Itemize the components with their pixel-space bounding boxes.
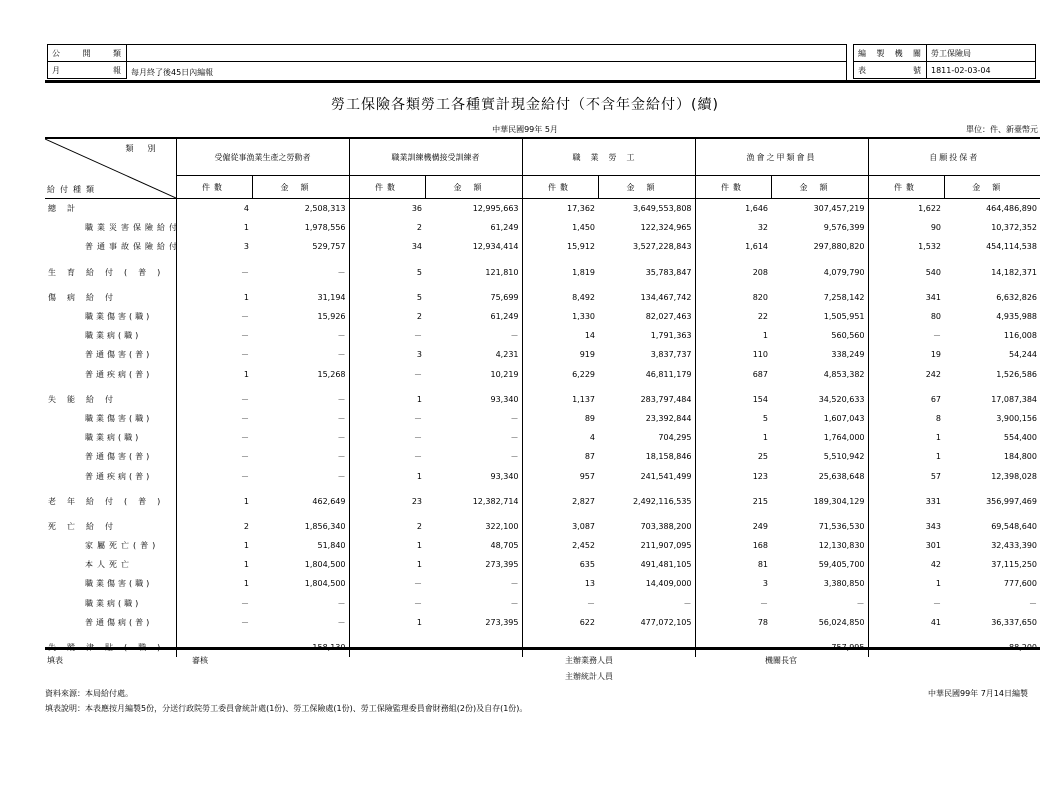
header-divider bbox=[127, 61, 846, 62]
group-header: 受僱從事漁業生產之勞動者 bbox=[176, 139, 349, 176]
count-cell: － bbox=[176, 594, 252, 613]
amount-cell: 59,405,700 bbox=[818, 560, 865, 570]
count-cell: 343 bbox=[868, 517, 944, 536]
count-cell: 13 bbox=[522, 574, 598, 593]
count-cell: 622 bbox=[522, 613, 598, 632]
amount-cell: 554,400 bbox=[1003, 433, 1037, 443]
amount-cell: 48,705 bbox=[490, 541, 519, 551]
table-row bbox=[45, 237, 1040, 256]
count-cell: － bbox=[695, 594, 771, 613]
table-row bbox=[45, 263, 1040, 282]
row-label: 職業病(職) bbox=[85, 598, 142, 608]
amount-cell: 704,295 bbox=[658, 433, 692, 443]
table-row bbox=[45, 307, 1040, 326]
row-label: 普通疾病(普) bbox=[85, 471, 153, 481]
count-cell: 81 bbox=[695, 555, 771, 574]
count-cell: 32 bbox=[695, 218, 771, 237]
amount-cell: 297,880,820 bbox=[813, 242, 865, 252]
count-cell: 242 bbox=[868, 365, 944, 384]
amount-cell: 273,395 bbox=[485, 560, 519, 570]
table-row bbox=[45, 492, 1040, 511]
amount-cell: 93,340 bbox=[490, 471, 519, 481]
agency-head-label: 機關長官 bbox=[765, 656, 797, 665]
count-cell: 1 bbox=[868, 428, 944, 447]
row-label: 失能給付 bbox=[48, 394, 124, 404]
count-cell: 110 bbox=[695, 345, 771, 364]
amount-cell: 184,800 bbox=[1003, 452, 1037, 462]
count-cell: － bbox=[176, 307, 252, 326]
count-cell: － bbox=[868, 326, 944, 345]
header-form-number-value: 1811-02-03-04 bbox=[927, 62, 1036, 79]
row-label: 職業災害保險給付 bbox=[85, 223, 181, 233]
amount-cell: 462,649 bbox=[312, 496, 346, 506]
row-label: 職業傷害(職) bbox=[85, 312, 153, 322]
amount-cell: 356,997,469 bbox=[986, 496, 1037, 506]
amount-cell: 3,527,228,843 bbox=[632, 242, 692, 252]
count-cell: － bbox=[176, 428, 252, 447]
amount-cell: 307,457,219 bbox=[813, 204, 865, 214]
count-cell: 17,362 bbox=[522, 199, 598, 219]
amount-cell: － bbox=[510, 579, 519, 589]
amount-header: 金額 bbox=[771, 176, 868, 199]
count-cell: 1 bbox=[176, 492, 252, 511]
table-row bbox=[45, 199, 1040, 219]
count-cell: 8 bbox=[868, 409, 944, 428]
count-cell: 8,492 bbox=[522, 288, 598, 307]
amount-cell: 1,607,043 bbox=[823, 413, 865, 423]
amount-cell: 12,382,714 bbox=[472, 496, 519, 506]
amount-cell: 3,837,737 bbox=[650, 350, 692, 360]
amount-cell: － bbox=[683, 598, 692, 608]
count-cell: 1,137 bbox=[522, 390, 598, 409]
count-cell: 2 bbox=[349, 517, 425, 536]
count-cell: 1,819 bbox=[522, 263, 598, 282]
count-cell: 4 bbox=[522, 428, 598, 447]
count-cell: 208 bbox=[695, 263, 771, 282]
amount-cell: 322,100 bbox=[485, 521, 519, 531]
amount-cell: 5,510,942 bbox=[823, 452, 865, 462]
row-label: 普通傷害(普) bbox=[85, 350, 153, 360]
table-row bbox=[45, 218, 1040, 237]
row-label: 職業傷害(職) bbox=[85, 413, 153, 423]
amount-cell: － bbox=[337, 331, 346, 341]
amount-cell: 17,087,384 bbox=[991, 394, 1037, 404]
count-cell: － bbox=[349, 365, 425, 384]
amount-cell: 4,231 bbox=[495, 350, 519, 360]
data-source: 資料來源：本局給付處。 bbox=[45, 689, 133, 698]
amount-cell: 122,324,965 bbox=[640, 223, 692, 233]
table-row bbox=[45, 555, 1040, 574]
count-cell: 1,450 bbox=[522, 218, 598, 237]
count-cell: 22 bbox=[695, 307, 771, 326]
amount-cell: 1,856,340 bbox=[304, 521, 346, 531]
amount-cell: － bbox=[510, 598, 519, 608]
count-cell: 154 bbox=[695, 390, 771, 409]
count-cell: 36 bbox=[349, 199, 425, 219]
count-cell: 1 bbox=[868, 447, 944, 466]
count-cell: 3 bbox=[695, 574, 771, 593]
compile-date: 中華民國99年 7月14日編製 bbox=[928, 689, 1028, 698]
amount-cell: 32,433,390 bbox=[991, 541, 1037, 551]
amount-cell: 36,337,650 bbox=[991, 617, 1037, 627]
count-cell: 6,229 bbox=[522, 365, 598, 384]
count-cell: 1 bbox=[176, 555, 252, 574]
amount-cell: － bbox=[337, 267, 346, 277]
count-header: 件數 bbox=[695, 176, 771, 199]
count-cell: － bbox=[176, 345, 252, 364]
row-label: 死亡給付 bbox=[48, 521, 124, 531]
count-cell: 540 bbox=[868, 263, 944, 282]
amount-cell: － bbox=[510, 433, 519, 443]
count-cell: 4 bbox=[176, 199, 252, 219]
count-cell: － bbox=[176, 390, 252, 409]
count-header: 件數 bbox=[868, 176, 944, 199]
row-label: 家屬死亡(普) bbox=[85, 541, 160, 551]
amount-cell: 46,811,179 bbox=[645, 369, 692, 379]
count-cell: 635 bbox=[522, 555, 598, 574]
count-cell: 249 bbox=[695, 517, 771, 536]
count-cell: 1,614 bbox=[695, 237, 771, 256]
header-divider-v bbox=[846, 44, 847, 80]
amount-cell: 211,907,095 bbox=[640, 541, 692, 551]
count-cell: － bbox=[349, 326, 425, 345]
amount-cell: 1,526,586 bbox=[996, 369, 1037, 379]
amount-cell: 23,392,844 bbox=[645, 413, 692, 423]
row-label: 職業病(職) bbox=[85, 433, 142, 443]
amount-cell: 2,508,313 bbox=[304, 204, 346, 214]
business-head-label: 主辦業務人員 bbox=[565, 656, 613, 665]
amount-cell: 12,398,028 bbox=[991, 471, 1037, 481]
amount-cell: 54,244 bbox=[1009, 350, 1037, 360]
count-cell: 1 bbox=[695, 326, 771, 345]
count-cell: 168 bbox=[695, 536, 771, 555]
header-label-public: 公開類 bbox=[48, 45, 127, 62]
amount-cell: 189,304,129 bbox=[813, 496, 865, 506]
amount-cell: 134,467,742 bbox=[640, 292, 692, 302]
count-cell: 5 bbox=[695, 409, 771, 428]
count-cell: 3 bbox=[176, 237, 252, 256]
count-cell: 19 bbox=[868, 345, 944, 364]
header-label-form-number: 表號 bbox=[854, 62, 927, 79]
header-left-table bbox=[47, 44, 127, 79]
header-corner bbox=[45, 139, 176, 199]
count-cell: 80 bbox=[868, 307, 944, 326]
count-cell: 331 bbox=[868, 492, 944, 511]
row-label: 生育給付(普) bbox=[48, 267, 172, 277]
count-cell: 57 bbox=[868, 466, 944, 485]
count-cell: 1,330 bbox=[522, 307, 598, 326]
table-row bbox=[45, 594, 1040, 613]
amount-cell: 2,492,116,535 bbox=[632, 496, 692, 506]
amount-cell: － bbox=[337, 433, 346, 443]
amount-cell: － bbox=[510, 452, 519, 462]
table-row bbox=[45, 288, 1040, 307]
signature-footer bbox=[45, 650, 1040, 690]
count-cell: 15,912 bbox=[522, 237, 598, 256]
group-header: 漁會之甲類會員 bbox=[695, 139, 868, 176]
row-label: 總計 bbox=[48, 204, 86, 214]
amount-cell: 15,268 bbox=[317, 369, 346, 379]
count-cell: 341 bbox=[868, 288, 944, 307]
amount-cell: － bbox=[510, 331, 519, 341]
amount-cell: 14,409,000 bbox=[645, 579, 692, 589]
row-label: 普通傷病(普) bbox=[85, 617, 153, 627]
amount-cell: 9,576,399 bbox=[823, 223, 865, 233]
benefits-table bbox=[45, 139, 1040, 657]
amount-cell: 12,934,414 bbox=[472, 242, 519, 252]
count-cell: 1,532 bbox=[868, 237, 944, 256]
count-cell: 1 bbox=[695, 428, 771, 447]
table-row bbox=[45, 390, 1040, 409]
count-cell: 90 bbox=[868, 218, 944, 237]
amount-cell: － bbox=[337, 394, 346, 404]
table-row bbox=[45, 574, 1040, 593]
amount-cell: 18,158,846 bbox=[645, 452, 692, 462]
amount-cell: 3,380,850 bbox=[823, 579, 865, 589]
row-label: 普通事故保險給付 bbox=[85, 242, 181, 252]
corner-category-label: 類別 bbox=[125, 144, 170, 153]
count-cell: 957 bbox=[522, 466, 598, 485]
count-cell: 2,452 bbox=[522, 536, 598, 555]
amount-cell: 454,114,538 bbox=[986, 242, 1037, 252]
amount-cell: 93,340 bbox=[490, 394, 519, 404]
count-cell: 42 bbox=[868, 555, 944, 574]
amount-cell: 1,505,951 bbox=[823, 312, 865, 322]
amount-cell: － bbox=[1029, 598, 1037, 608]
table-row bbox=[45, 466, 1040, 485]
count-cell: 89 bbox=[522, 409, 598, 428]
amount-cell: 477,072,105 bbox=[640, 617, 692, 627]
row-label: 傷病給付 bbox=[48, 292, 124, 302]
count-cell: 1 bbox=[868, 574, 944, 593]
table-row bbox=[45, 447, 1040, 466]
amount-cell: － bbox=[856, 598, 865, 608]
count-cell: 23 bbox=[349, 492, 425, 511]
header-rule bbox=[45, 80, 1040, 83]
amount-cell: － bbox=[337, 617, 346, 627]
filler-label: 填表 bbox=[47, 656, 63, 665]
count-cell: 3 bbox=[349, 345, 425, 364]
count-cell: 1 bbox=[349, 390, 425, 409]
amount-cell: 71,536,530 bbox=[818, 521, 865, 531]
amount-cell: 3,900,156 bbox=[996, 413, 1037, 423]
amount-cell: 283,797,484 bbox=[640, 394, 692, 404]
count-cell: 1 bbox=[176, 218, 252, 237]
count-cell: 2 bbox=[349, 307, 425, 326]
amount-cell: 241,541,499 bbox=[640, 471, 692, 481]
amount-cell: 3,649,553,808 bbox=[632, 204, 692, 214]
amount-cell: 464,486,890 bbox=[986, 204, 1037, 214]
amount-cell: 1,764,000 bbox=[823, 433, 865, 443]
amount-cell: 69,548,640 bbox=[991, 521, 1037, 531]
count-cell: 5 bbox=[349, 288, 425, 307]
amount-cell: 12,995,663 bbox=[472, 204, 519, 214]
count-cell: 687 bbox=[695, 365, 771, 384]
amount-cell: 25,638,648 bbox=[818, 471, 865, 481]
count-header: 件數 bbox=[522, 176, 598, 199]
count-header: 件數 bbox=[176, 176, 252, 199]
count-cell: 919 bbox=[522, 345, 598, 364]
count-cell: － bbox=[349, 594, 425, 613]
reviewer-label: 審核 bbox=[192, 656, 208, 665]
amount-cell: 12,130,830 bbox=[818, 541, 865, 551]
page-title: 勞工保險各類勞工各種實計現金給付（不含年金給付）(續) bbox=[331, 97, 719, 113]
count-cell: 3,087 bbox=[522, 517, 598, 536]
amount-header: 金額 bbox=[598, 176, 695, 199]
table-row bbox=[45, 326, 1040, 345]
row-label: 老年給付(普) bbox=[48, 496, 172, 506]
count-cell: 87 bbox=[522, 447, 598, 466]
header-left-values bbox=[127, 44, 846, 81]
row-label: 普通疾病(普) bbox=[85, 369, 153, 379]
amount-cell: － bbox=[337, 350, 346, 360]
count-cell: 1,622 bbox=[868, 199, 944, 219]
count-cell: － bbox=[349, 574, 425, 593]
unit-label: 單位：件、新臺幣元 bbox=[966, 125, 1038, 134]
amount-header: 金額 bbox=[425, 176, 522, 199]
count-cell: 1 bbox=[349, 613, 425, 632]
header-right-table bbox=[853, 44, 1036, 79]
stats-head-label: 主辦統計人員 bbox=[565, 672, 613, 681]
table-body bbox=[45, 199, 1040, 658]
table-row bbox=[45, 409, 1040, 428]
count-cell: － bbox=[349, 409, 425, 428]
header-label-agency: 編製機關 bbox=[854, 45, 927, 62]
count-cell: 215 bbox=[695, 492, 771, 511]
count-cell: 14 bbox=[522, 326, 598, 345]
count-cell: 1 bbox=[349, 555, 425, 574]
count-cell: 78 bbox=[695, 613, 771, 632]
amount-cell: 31,194 bbox=[317, 292, 346, 302]
amount-cell: 1,978,556 bbox=[304, 223, 346, 233]
amount-cell: 61,249 bbox=[490, 223, 519, 233]
row-label: 職業傷害(職) bbox=[85, 579, 153, 589]
amount-cell: － bbox=[337, 598, 346, 608]
count-cell: 67 bbox=[868, 390, 944, 409]
count-cell: － bbox=[176, 409, 252, 428]
count-cell: 5 bbox=[349, 263, 425, 282]
amount-header: 金額 bbox=[944, 176, 1040, 199]
amount-header: 金額 bbox=[252, 176, 349, 199]
count-cell: 1 bbox=[176, 574, 252, 593]
amount-cell: 34,520,633 bbox=[818, 394, 865, 404]
report-period: 中華民國99年 5月 bbox=[492, 125, 558, 134]
count-cell: 301 bbox=[868, 536, 944, 555]
count-cell: 2 bbox=[349, 218, 425, 237]
count-cell: 1,646 bbox=[695, 199, 771, 219]
count-cell: － bbox=[349, 447, 425, 466]
header-report-deadline: 每月終了後45日內編報 bbox=[131, 68, 214, 77]
amount-cell: 4,079,790 bbox=[823, 267, 865, 277]
count-header: 件數 bbox=[349, 176, 425, 199]
amount-cell: 61,249 bbox=[490, 312, 519, 322]
amount-cell: 116,008 bbox=[1003, 331, 1037, 341]
table-row bbox=[45, 536, 1040, 555]
count-cell: － bbox=[176, 326, 252, 345]
amount-cell: 10,219 bbox=[490, 369, 519, 379]
count-cell: 820 bbox=[695, 288, 771, 307]
group-header: 職業訓練機構接受訓練者 bbox=[349, 139, 522, 176]
count-cell: － bbox=[522, 594, 598, 613]
table-row bbox=[45, 365, 1040, 384]
amount-cell: 1,804,500 bbox=[304, 560, 346, 570]
amount-cell: － bbox=[337, 452, 346, 462]
count-cell: － bbox=[868, 594, 944, 613]
amount-cell: － bbox=[337, 471, 346, 481]
row-label: 職業病(職) bbox=[85, 331, 142, 341]
count-cell: 1 bbox=[176, 536, 252, 555]
form-instructions: 填表說明：本表應按月編製5份，分送行政院勞工委員會統計處(1份)、勞工保險處(1份)、勞工保險監理委員會財務組(2份)及自存(1份)。 bbox=[45, 704, 528, 713]
count-cell: － bbox=[176, 613, 252, 632]
count-cell: 41 bbox=[868, 613, 944, 632]
header-label-monthly: 月報 bbox=[48, 62, 127, 79]
count-cell: 123 bbox=[695, 466, 771, 485]
amount-cell: 273,395 bbox=[485, 617, 519, 627]
row-label: 普通傷害(普) bbox=[85, 452, 153, 462]
count-cell: 2,827 bbox=[522, 492, 598, 511]
amount-cell: 560,560 bbox=[831, 331, 865, 341]
amount-cell: 35,783,847 bbox=[645, 267, 692, 277]
amount-cell: 338,249 bbox=[831, 350, 865, 360]
amount-cell: 75,699 bbox=[490, 292, 519, 302]
count-cell: 1 bbox=[176, 365, 252, 384]
table-row bbox=[45, 613, 1040, 632]
table-row bbox=[45, 345, 1040, 364]
amount-cell: 1,804,500 bbox=[304, 579, 346, 589]
table-row bbox=[45, 428, 1040, 447]
amount-cell: 7,258,142 bbox=[823, 292, 865, 302]
amount-cell: 37,115,250 bbox=[991, 560, 1037, 570]
amount-cell: 1,791,363 bbox=[650, 331, 692, 341]
corner-benefit-type-label: 給付種類 bbox=[47, 185, 99, 194]
count-cell: － bbox=[176, 447, 252, 466]
count-cell: 1 bbox=[349, 466, 425, 485]
group-header: 職業勞工 bbox=[522, 139, 695, 176]
amount-cell: 14,182,371 bbox=[991, 267, 1037, 277]
row-label: 本人死亡 bbox=[85, 560, 133, 570]
amount-cell: 4,935,988 bbox=[996, 312, 1037, 322]
table-row bbox=[45, 517, 1040, 536]
count-cell: － bbox=[176, 263, 252, 282]
amount-cell: 4,853,382 bbox=[823, 369, 865, 379]
amount-cell: － bbox=[337, 413, 346, 423]
amount-cell: 82,027,463 bbox=[645, 312, 692, 322]
amount-cell: 529,757 bbox=[312, 242, 346, 252]
amount-cell: 51,840 bbox=[317, 541, 346, 551]
amount-cell: 703,388,200 bbox=[640, 521, 692, 531]
amount-cell: 6,632,826 bbox=[996, 292, 1037, 302]
count-cell: 25 bbox=[695, 447, 771, 466]
group-header: 自願投保者 bbox=[868, 139, 1040, 176]
count-cell: 1 bbox=[176, 288, 252, 307]
amount-cell: 491,481,105 bbox=[640, 560, 692, 570]
count-cell: 2 bbox=[176, 517, 252, 536]
amount-cell: 777,600 bbox=[1003, 579, 1037, 589]
amount-cell: － bbox=[510, 413, 519, 423]
count-cell: － bbox=[349, 428, 425, 447]
count-cell: 34 bbox=[349, 237, 425, 256]
count-cell: 1 bbox=[349, 536, 425, 555]
amount-cell: 10,372,352 bbox=[991, 223, 1037, 233]
amount-cell: 121,810 bbox=[485, 267, 519, 277]
count-cell: － bbox=[176, 466, 252, 485]
header-agency-value: 勞工保險局 bbox=[927, 45, 1036, 62]
amount-cell: 56,024,850 bbox=[818, 617, 865, 627]
amount-cell: 15,926 bbox=[317, 312, 346, 322]
